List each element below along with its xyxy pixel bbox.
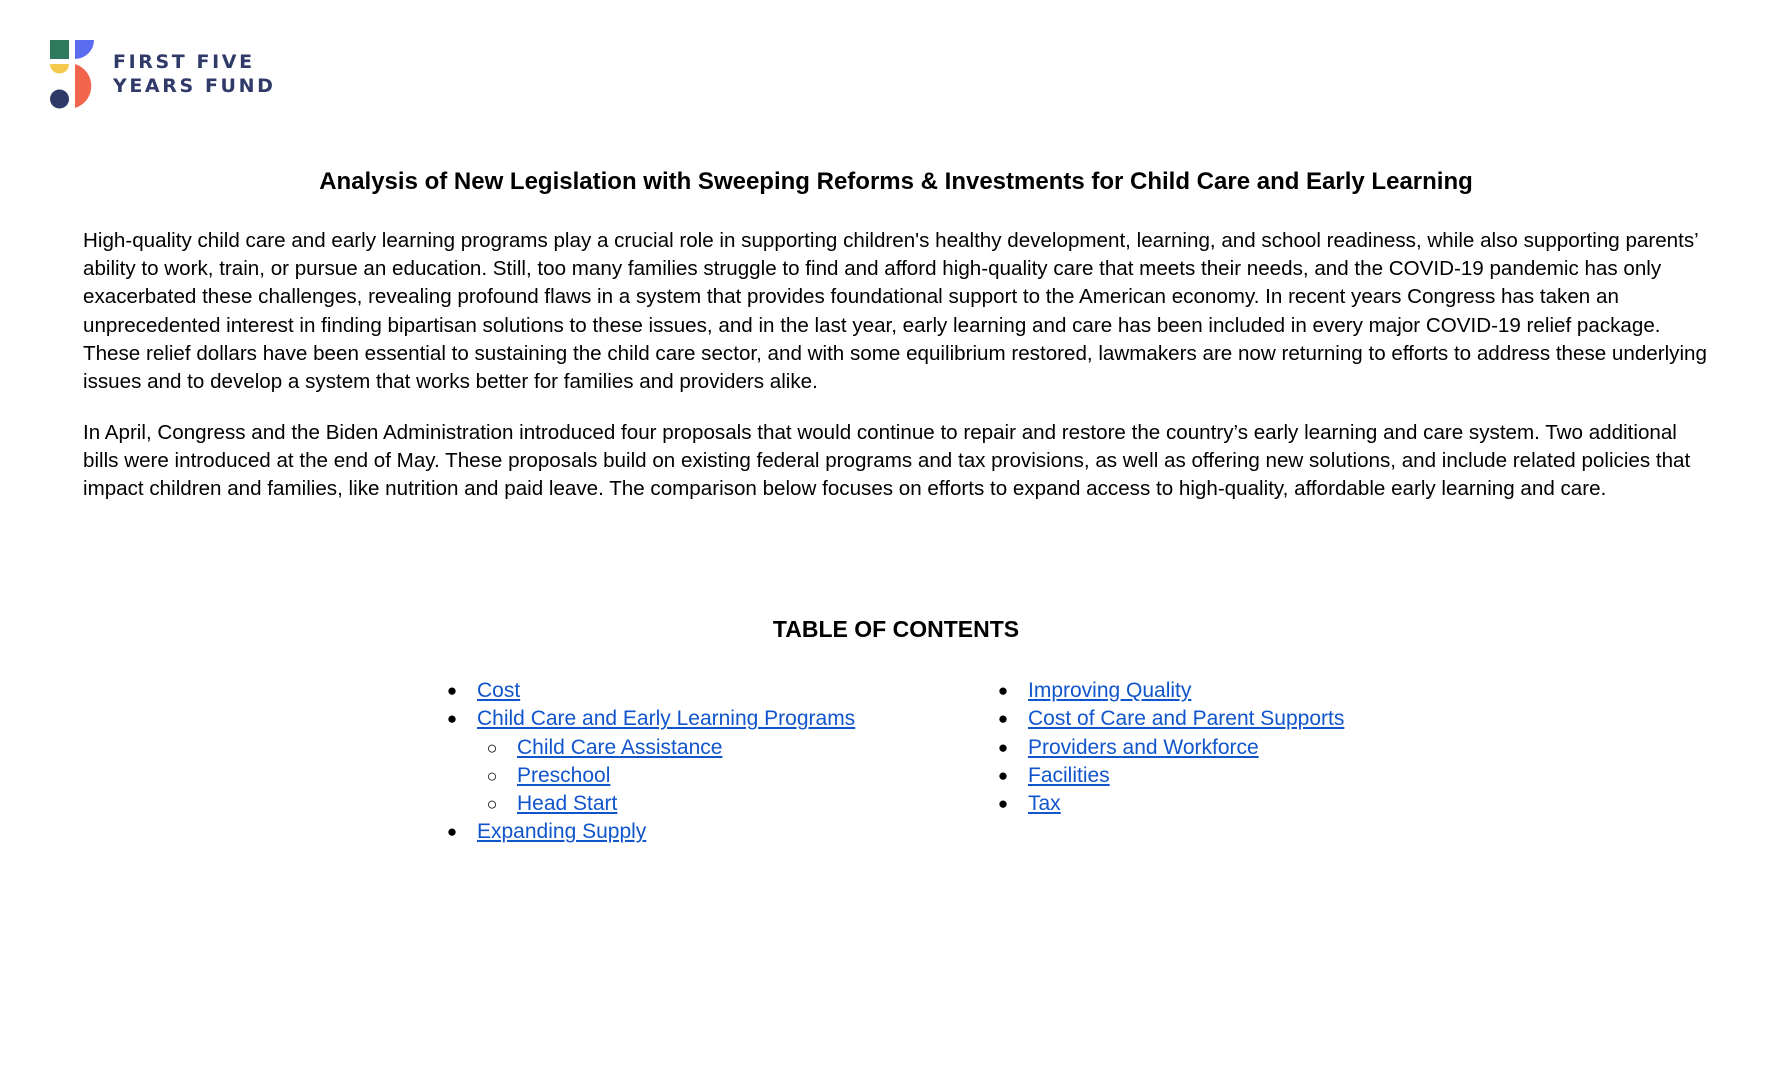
bullet-icon: ●: [997, 709, 1009, 729]
toc-link-preschool[interactable]: Preschool: [517, 763, 611, 787]
toc-subitem-preschool: [482, 762, 855, 790]
logo-yellow-half: [50, 64, 69, 74]
logo-orange-half: [75, 64, 91, 108]
bullet-icon: ●: [997, 765, 1009, 785]
bullet-icon: ●: [446, 709, 458, 729]
first-five-years-fund-logo: [50, 40, 290, 110]
toc-right-column: [993, 677, 1344, 818]
toc-item-facilities: [993, 762, 1344, 790]
logo-line-1: FIRST FIVE: [113, 51, 255, 73]
intro-paragraph: High-quality child care and early learning programs play a crucial role in supporting children's healthy development, learning, and school readiness, while also supporting parents’ ability to work, train, or pursue an education. Still, too many families struggle to find and afford high-quality care that meets their needs, and the COVID-19 pandemic has only exacerbated these challenges, revealing profound flaws in a system that provides foundational support to the American economy. In recent years Congress has taken an unprecedented interest in finding bipartisan solutions to these issues, and in the last year, early learning and care has been included in every major COVID-19 relief package. These relief dollars have been essential to sustaining the child care sector, and with some equilibrium restored, lawmakers are now returning to efforts to address these underlying issues and to develop a system that works better for families and providers alike.: [83, 229, 1707, 394]
toc-item-cost-of-care: [993, 705, 1344, 733]
bullet-icon: ●: [997, 737, 1009, 757]
bullet-icon: ●: [446, 822, 458, 842]
logo-blue-quarter: [75, 40, 94, 59]
toc-item-providers-workforce: [993, 734, 1344, 762]
toc-heading: TABLE OF CONTENTS: [772, 616, 1020, 642]
toc-left-column: [442, 677, 855, 847]
document-title: Analysis of New Legislation with Sweeping Reforms & Investments for Child Care and Early Learning: [319, 168, 1473, 195]
toc-link-cost-of-care[interactable]: Cost of Care and Parent Supports: [1028, 707, 1345, 731]
toc-item-improving-quality: [993, 677, 1344, 705]
logo-wordmark: [113, 50, 275, 98]
logo-navy-circle: [50, 90, 69, 109]
toc-link-expanding-supply[interactable]: Expanding Supply: [477, 820, 647, 844]
toc-subitem-child-care-assistance: [482, 734, 855, 762]
bullet-icon: ●: [446, 681, 458, 700]
toc-link-programs[interactable]: Child Care and Early Learning Programs: [477, 707, 856, 731]
logo-mark-icon: [50, 40, 100, 110]
toc-link-improving-quality[interactable]: Improving Quality: [1028, 679, 1192, 702]
toc-item-programs: [442, 705, 855, 733]
hollow-bullet-icon: ○: [486, 794, 498, 815]
toc-link-tax[interactable]: Tax: [1028, 792, 1061, 816]
toc-link-facilities[interactable]: Facilities: [1028, 763, 1110, 787]
logo-green-square: [50, 40, 69, 59]
bullet-icon: ●: [997, 681, 1009, 700]
proposals-paragraph: In April, Congress and the Biden Administration introduced four proposals that would continue to repair and restore the country’s early learning and care system. Two additional bills were introduced at the end of May. These proposals build on existing federal programs and tax provisions, as well as offering new solutions, and include related policies that impact children and families, like nutrition and paid leave. The comparison below focuses on efforts to expand access to high-quality, affordable early learning and care.: [83, 421, 1691, 501]
toc-link-cost[interactable]: Cost: [477, 679, 521, 702]
bullet-icon: ●: [997, 794, 1009, 814]
toc-subitem-head-start: [482, 790, 855, 818]
toc-item-tax: [993, 790, 1344, 818]
toc-link-head-start[interactable]: Head Start: [517, 792, 618, 816]
hollow-bullet-icon: ○: [486, 765, 498, 786]
toc-item-cost: [442, 677, 855, 705]
toc-link-providers-workforce[interactable]: Providers and Workforce: [1028, 735, 1259, 759]
logo-line-2: YEARS FUND: [113, 75, 276, 97]
hollow-bullet-icon: ○: [486, 737, 498, 758]
toc-link-child-care-assistance[interactable]: Child Care Assistance: [517, 735, 723, 759]
toc-item-expanding-supply: [442, 818, 855, 846]
